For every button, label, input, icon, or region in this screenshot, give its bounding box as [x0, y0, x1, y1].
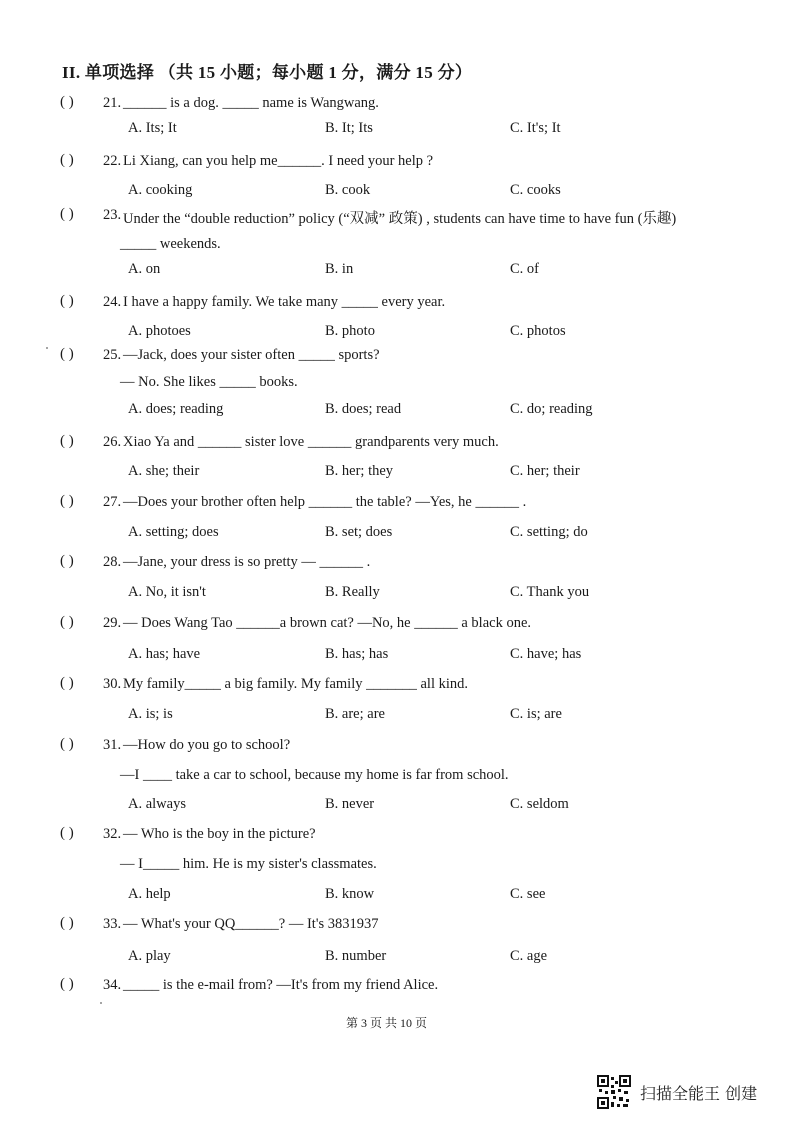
- question-text: —Does your brother often help ______ the table? —Yes, he ______ .: [123, 494, 527, 510]
- question-number: 23.: [103, 207, 122, 223]
- answer-blank: ( ): [60, 915, 74, 931]
- option-a: A. Its; It: [128, 120, 177, 136]
- answer-blank: ( ): [60, 493, 74, 509]
- question-text: — Who is the boy in the picture?: [123, 826, 316, 842]
- option-b: B. does; read: [325, 401, 402, 417]
- section-title: II. 单项选择 （共 15 小题；每小题 1 分，满分 15 分）: [62, 63, 473, 82]
- question-number: 30.: [103, 676, 122, 692]
- answer-blank: ( ): [60, 825, 74, 841]
- option-b: B. never: [325, 796, 375, 812]
- question-number: 21.: [103, 95, 122, 111]
- option-b: B. know: [325, 886, 375, 902]
- option-c: C. her; their: [510, 463, 580, 479]
- option-b: B. It; Its: [325, 120, 373, 136]
- question-text: Under the “double reduction” policy (“双减” 政策) , students can have time to have fun (乐趣): [123, 211, 677, 227]
- question-text: — What's your QQ______? — It's 3831937: [123, 916, 379, 932]
- option-c: C. have; has: [510, 646, 582, 662]
- question-number: 25.: [103, 347, 122, 363]
- option-c: C. Thank you: [510, 584, 590, 600]
- answer-blank: ( ): [60, 206, 74, 222]
- page-footer: 第 3 页 共 10 页: [346, 1016, 428, 1030]
- question-text: My family_____ a big family. My family _______ all kind.: [123, 676, 469, 692]
- option-c: C. photos: [510, 323, 566, 339]
- option-c: C. do; reading: [510, 401, 593, 417]
- option-a: A. does; reading: [128, 401, 224, 417]
- option-b: B. photo: [325, 323, 375, 339]
- option-b: B. number: [325, 948, 387, 964]
- answer-blank: ( ): [60, 433, 74, 449]
- scanner-brand-label: 扫描全能王 创建: [640, 1084, 758, 1103]
- option-c: C. see: [510, 886, 546, 902]
- option-a: A. is; is: [128, 706, 173, 722]
- option-a: A. always: [128, 796, 186, 812]
- question-number: 34.: [103, 977, 122, 993]
- question-text: — Does Wang Tao ______a brown cat? —No, he ______ a black one.: [123, 615, 532, 631]
- option-a: A. setting; does: [128, 524, 219, 540]
- question-text: Li Xiang, can you help me______. I need your help ?: [123, 153, 434, 169]
- question-text: —How do you go to school?: [123, 737, 291, 753]
- option-a: A. help: [128, 886, 171, 902]
- question-number: 24.: [103, 294, 122, 310]
- option-c: C. setting; do: [510, 524, 588, 540]
- question-text: ______ is a dog. _____ name is Wangwang.: [123, 95, 379, 111]
- question-number: 26.: [103, 434, 122, 450]
- question-number: 32.: [103, 826, 122, 842]
- question-number: 28.: [103, 554, 122, 570]
- scan-speck: [46, 347, 48, 349]
- question-text-continued: — I_____ him. He is my sister's classmates.: [120, 856, 377, 872]
- option-a: A. she; their: [128, 463, 200, 479]
- option-b: B. cook: [325, 182, 371, 198]
- option-a: A. has; have: [128, 646, 201, 662]
- qr-code-icon: [597, 1075, 631, 1109]
- option-b: B. her; they: [325, 463, 394, 479]
- question-number: 22.: [103, 153, 122, 169]
- question-text: Xiao Ya and ______ sister love ______ grandparents very much.: [123, 434, 499, 450]
- answer-blank: ( ): [60, 736, 74, 752]
- question-text-continued: — No. She likes _____ books.: [120, 374, 298, 390]
- question-text: I have a happy family. We take many _____ every year.: [123, 294, 446, 310]
- question-text-continued: _____ weekends.: [120, 236, 221, 252]
- answer-blank: ( ): [60, 553, 74, 569]
- option-b: B. in: [325, 261, 354, 277]
- option-b: B. are; are: [325, 706, 385, 722]
- option-b: B. Really: [325, 584, 380, 600]
- option-c: C. cooks: [510, 182, 561, 198]
- option-a: A. on: [128, 261, 161, 277]
- question-number: 33.: [103, 916, 122, 932]
- option-c: C. seldom: [510, 796, 569, 812]
- answer-blank: ( ): [60, 976, 74, 992]
- question-number: 31.: [103, 737, 122, 753]
- question-text: _____ is the e-mail from? —It's from my friend Alice.: [123, 977, 439, 993]
- option-a: A. photoes: [128, 323, 191, 339]
- scan-speck: [100, 1002, 102, 1004]
- option-c: C. is; are: [510, 706, 562, 722]
- question-number: 29.: [103, 615, 122, 631]
- answer-blank: ( ): [60, 94, 74, 110]
- answer-blank: ( ): [60, 675, 74, 691]
- answer-blank: ( ): [60, 152, 74, 168]
- answer-blank: ( ): [60, 293, 74, 309]
- option-a: A. play: [128, 948, 171, 964]
- option-a: A. No, it isn't: [128, 584, 206, 600]
- question-text: —Jane, your dress is so pretty — ______ .: [123, 554, 371, 570]
- option-c: C. age: [510, 948, 548, 964]
- question-text: —Jack, does your sister often _____ sports?: [123, 347, 380, 363]
- option-b: B. has; has: [325, 646, 389, 662]
- option-a: A. cooking: [128, 182, 193, 198]
- answer-blank: ( ): [60, 614, 74, 630]
- option-c: C. of: [510, 261, 539, 277]
- option-c: C. It's; It: [510, 120, 561, 136]
- question-text-continued: —I ____ take a car to school, because my home is far from school.: [120, 767, 509, 783]
- option-b: B. set; does: [325, 524, 393, 540]
- answer-blank: ( ): [60, 346, 74, 362]
- question-number: 27.: [103, 494, 122, 510]
